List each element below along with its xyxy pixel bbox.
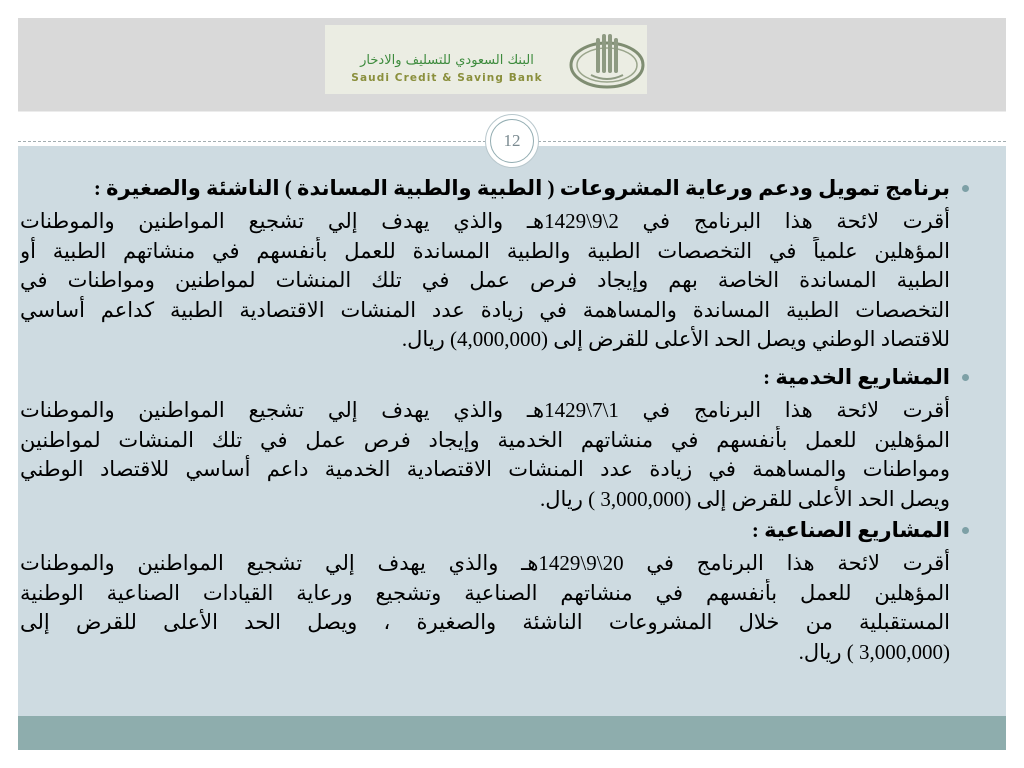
section-heading: برنامج تمويل ودعم ورعاية المشروعات ( الطبية والطبية المساندة ) الناشئة والصغيرة : xyxy=(93,176,950,200)
program-section-industrial xyxy=(20,515,950,667)
paragraph-line: المؤهلين علمياً في التخصصات الطبية والطبية المساندة للعمل بأنفسهم في منشاتهم الطبية أو xyxy=(20,238,950,263)
paragraph-line: (3,000,000 ) ريال. xyxy=(798,639,950,664)
program-section-medical xyxy=(20,173,950,355)
paragraph-line: ويصل الحد الأعلى للقرض إلى (3,000,000 ) ريال. xyxy=(539,486,950,511)
section-paragraph xyxy=(20,549,950,667)
paragraph-line: الطبية المساندة الخاصة بهم وإيجاد فرص عمل في تلك المنشات لمواطنين ومواطنات في xyxy=(20,268,950,292)
bank-logo xyxy=(325,25,647,94)
slide-number-badge xyxy=(485,114,539,168)
section-heading: المشاريع الصناعية : xyxy=(751,518,950,542)
paragraph-line: أقرت لائحة هذا البرنامج في 20\9\1429هـ والذي يهدف إلي تشجيع المواطنين والموطنات xyxy=(20,551,950,575)
paragraph-line: المستقبلية من خلال المشروعات الناشئة والصغيرة ، ويصل الحد الأعلى للقرض إلى xyxy=(20,610,950,634)
bullet-icon xyxy=(962,185,969,192)
section-heading: المشاريع الخدمية : xyxy=(763,365,950,389)
paragraph-line: التخصصات الطبية المساندة والمساهمة في زيادة عدد المنشات الاقتصادية الطبية كداعم أساسي xyxy=(20,297,950,322)
bank-emblem-icon xyxy=(567,31,647,91)
slide-footer-band xyxy=(18,716,1006,750)
bullet-icon xyxy=(962,374,969,381)
paragraph-line: ومواطنات والمساهمة في زيادة عدد المنشات الاقتصادية الخدمية داعم أساسي للاقتصاد الوطني xyxy=(20,457,950,481)
logo-english-name: Saudi Credit & Saving Bank xyxy=(351,72,543,84)
section-paragraph xyxy=(20,207,950,355)
slide-number: 12 xyxy=(490,119,534,163)
paragraph-line: أقرت لائحة هذا البرنامج في 1\7\1429هـ والذي يهدف إلي تشجيع المواطنين والموطنات xyxy=(20,398,950,422)
paragraph-line: المؤهلين للعمل بأنفسهم في منشاتهم الصناعية وتشجيع ورعاية القيادات الصناعية الوطنية xyxy=(20,580,950,605)
paragraph-line: للاقتصاد الوطني ويصل الحد الأعلى للقرض إلى (4,000,000) ريال. xyxy=(401,327,950,351)
program-section-services xyxy=(20,362,950,514)
section-paragraph xyxy=(20,396,950,514)
bullet-icon xyxy=(962,527,969,534)
paragraph-line: المؤهلين للعمل بأنفسهم في منشاتهم الخدمية وإيجاد فرص عمل في تلك المنشات لمواطنين xyxy=(20,427,950,452)
paragraph-line: أقرت لائحة هذا البرنامج في 2\9\1429هـ والذي يهدف إلي تشجيع المواطنين والموطنات xyxy=(20,209,950,233)
logo-arabic-name: البنك السعودي للتسليف والادخار xyxy=(360,53,534,68)
